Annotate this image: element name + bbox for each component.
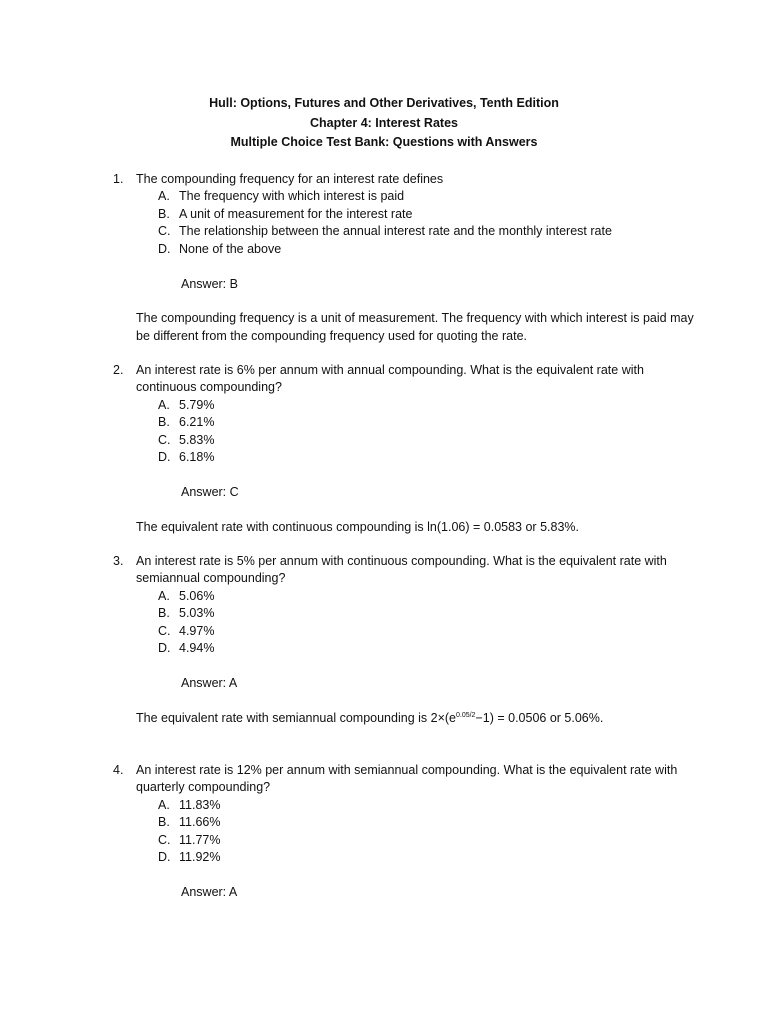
option-text: 4.94% [179, 640, 215, 655]
question-number: 1. [113, 172, 124, 186]
document-subtitle: Multiple Choice Test Bank: Questions with Answers [230, 135, 538, 149]
question-text: An interest rate is 6% per annum with annual compounding. What is the equivalent rate with continuous compounding? [136, 363, 644, 395]
option-letter: D. [158, 449, 171, 464]
answer-explanation: The equivalent rate with continuous compounding is ln(1.06) = 0.0583 or 5.83%. [136, 519, 579, 534]
question-text: An interest rate is 5% per annum with continuous compounding. What is the equivalent rate with semiannual compounding? [136, 554, 667, 586]
option-c [158, 223, 768, 240]
document-header [0, 94, 768, 153]
answer-line: Answer: A [181, 676, 238, 691]
option-list [158, 188, 768, 258]
option-a [158, 188, 768, 205]
question-number: 3. [113, 554, 124, 568]
option-letter: B. [158, 206, 170, 221]
answer-explanation: The compounding frequency is a unit of measurement. The frequency with which interest is paid may be different from the compounding frequency used for quoting the rate. [136, 311, 694, 343]
option-c [158, 623, 768, 640]
option-text: The frequency with which interest is paid [179, 189, 405, 204]
question-number: 2. [113, 363, 124, 377]
option-text: 11.92% [179, 849, 221, 864]
option-letter: B. [158, 415, 170, 430]
document-title: Hull: Options, Futures and Other Derivatives, Tenth Edition [209, 96, 559, 110]
option-letter: B. [158, 815, 170, 830]
chapter-title: Chapter 4: Interest Rates [310, 115, 458, 130]
option-text: 5.06% [179, 588, 215, 603]
option-letter: C. [158, 224, 171, 239]
option-letter: C. [158, 832, 171, 847]
option-letter: D. [158, 849, 171, 864]
option-letter: A. [158, 588, 170, 603]
answer-line: Answer: C [181, 485, 239, 500]
option-text: 5.83% [179, 432, 215, 447]
exponent: 0.05/2 [455, 711, 476, 719]
option-text: 5.79% [179, 397, 215, 412]
answer-line: Answer: B [181, 276, 238, 291]
option-list [158, 588, 768, 658]
option-b [158, 605, 768, 622]
answer-line: Answer: A [181, 885, 238, 900]
option-letter: D. [158, 640, 171, 655]
option-a [158, 397, 768, 414]
option-letter: A. [158, 797, 170, 812]
question-2 [0, 362, 768, 536]
question-3 [0, 553, 768, 727]
option-d [158, 640, 768, 657]
option-letter: A. [158, 189, 170, 204]
option-b [158, 814, 768, 831]
question-number: 4. [113, 763, 124, 777]
option-text: 11.66% [179, 815, 221, 830]
option-c [158, 832, 768, 849]
option-text: 6.18% [179, 449, 215, 464]
option-d [158, 241, 768, 258]
option-c [158, 432, 768, 449]
question-4 [0, 762, 768, 902]
option-list [158, 797, 768, 867]
option-b [158, 206, 768, 223]
option-letter: D. [158, 241, 171, 256]
option-letter: C. [158, 623, 171, 638]
question-text: An interest rate is 12% per annum with semiannual compounding. What is the equivalent rate with quarterly compounding? [136, 763, 678, 795]
option-a [158, 797, 768, 814]
explanation-text: −1) = 0.0506 or 5.06%. [475, 710, 604, 725]
option-d [158, 849, 768, 866]
option-letter: B. [158, 606, 170, 621]
explanation-text: The equivalent rate with semiannual compounding is 2×(e [136, 710, 456, 725]
option-text: 11.83% [179, 797, 221, 812]
option-a [158, 588, 768, 605]
option-text: A unit of measurement for the interest rate [179, 206, 413, 221]
option-letter: C. [158, 432, 171, 447]
option-b [158, 414, 768, 431]
option-text: None of the above [179, 241, 282, 256]
question-1 [0, 171, 768, 345]
answer-explanation [136, 710, 696, 727]
option-text: 11.77% [179, 832, 221, 847]
option-text: 4.97% [179, 623, 215, 638]
option-letter: A. [158, 397, 170, 412]
option-d [158, 449, 768, 466]
option-text: The relationship between the annual interest rate and the monthly interest rate [179, 224, 612, 239]
option-text: 6.21% [179, 415, 215, 430]
question-text: The compounding frequency for an interest rate defines [136, 172, 444, 186]
option-text: 5.03% [179, 606, 215, 621]
option-list [158, 397, 768, 467]
